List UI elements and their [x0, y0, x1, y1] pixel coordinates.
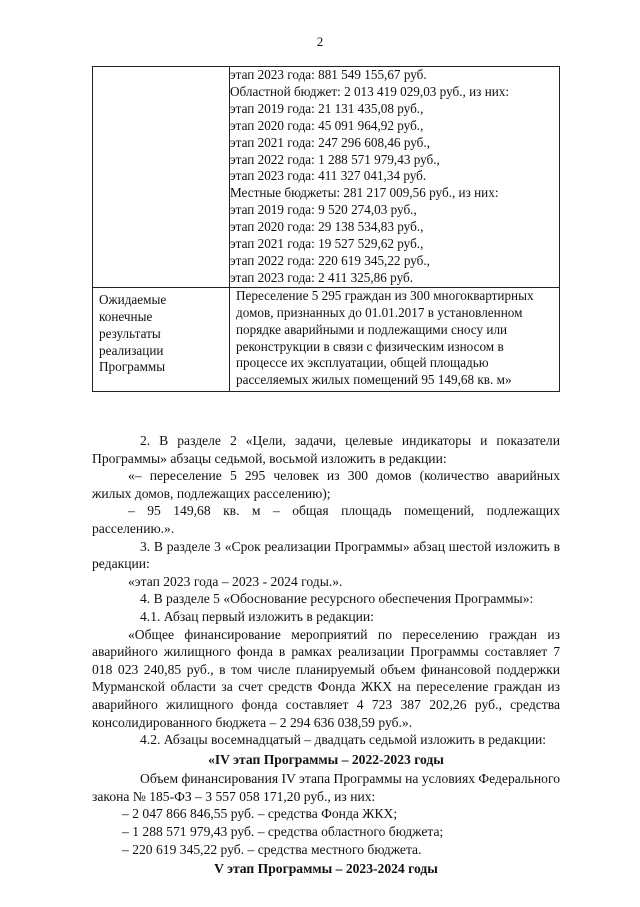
paragraph: «– переселение 5 295 человек из 300 домов (количество аварийных жилых домов, подлежащих расселению);: [92, 468, 560, 501]
paragraph: «Общее финансирование мероприятий по переселению граждан из аварийного жилищного фонда в рамках реализации Программы составляет 7 018 023 240,85 руб., в том числе планируемый объем финансовой поддержки Мурманской области за счет средств Фонда ЖКХ на переселение граждан из аварийного жилищного фонда составляет 4 723 387 202,26 руб., средства консолидированного бюджета – 2 294 636 038,59 руб.».: [92, 626, 560, 730]
budget-line: этап 2022 года: 220 619 345,22 руб.,: [230, 252, 430, 268]
budget-value-cell: [230, 67, 560, 288]
budget-line: Местные бюджеты: 281 217 009,56 руб., из них:: [230, 185, 499, 201]
empty-label-cell: [93, 67, 230, 288]
results-label-line: Ожидаемые: [99, 291, 167, 307]
paragraph: «этап 2023 года – 2023 - 2024 годы.».: [128, 573, 343, 589]
list-item: – 220 619 345,22 руб. – средства местного бюджета.: [122, 841, 422, 857]
budget-line: этап 2022 года: 1 288 571 979,43 руб.,: [230, 151, 440, 167]
results-label-line: результаты: [99, 325, 161, 341]
section-heading-v: V этап Программы – 2023-2024 годы: [214, 861, 438, 877]
budget-line: этап 2023 года: 2 411 325,86 руб.: [230, 269, 413, 285]
budget-line: Областной бюджет: 2 013 419 029,03 руб., из них:: [230, 83, 510, 99]
paragraph: 3. В разделе 3 «Срок реализации Программы» абзац шестой изложить в редакции:: [92, 538, 560, 572]
paragraph: – 95 149,68 кв. м – общая площадь помещений, подлежащих расселению.».: [92, 503, 560, 536]
budget-line: этап 2021 года: 247 296 608,46 руб.,: [230, 134, 430, 150]
budget-line: этап 2019 года: 21 131 435,08 руб.,: [230, 100, 424, 116]
results-label-line: реализации: [99, 342, 164, 358]
amendment-text: [92, 432, 560, 880]
program-passport-table: [92, 66, 560, 392]
budget-line: этап 2021 года: 19 527 529,62 руб.,: [230, 236, 424, 252]
budget-line: этап 2019 года: 9 520 274,03 руб.,: [230, 202, 417, 218]
table-row-budget: [93, 67, 560, 288]
table-row-results: [93, 287, 560, 391]
results-label-cell: [93, 287, 230, 391]
budget-line: этап 2023 года: 411 327 041,34 руб.: [230, 168, 427, 184]
results-value-cell: Переселение 5 295 граждан из 300 многоквартирных домов, признанных до 01.01.2017 в установленном порядке аварийными и подлежащими сносу или реконструкции в связи с физическим износом в процессе их эксплуатации, общей площадью расселяемых жилых помещений 95 149,68 кв. м»: [230, 287, 560, 391]
budget-line: этап 2020 года: 45 091 964,92 руб.,: [230, 117, 424, 133]
budget-line: этап 2023 года: 881 549 155,67 руб.: [230, 67, 427, 82]
paragraph: 2. В разделе 2 «Цели, задачи, целевые индикаторы и показатели Программы» абзацы седьмой, восьмой изложить в редакции:: [92, 433, 560, 466]
paragraph: Объем финансирования IV этапа Программы на условиях Федерального закона № 185-ФЗ – 3 557 058 171,20 руб., из них:: [92, 771, 560, 804]
section-heading-iv: «IV этап Программы – 2022-2023 годы: [208, 751, 444, 767]
list-item: – 1 288 571 979,43 руб. – средства областного бюджета;: [122, 824, 444, 840]
list-item: – 2 047 866 846,55 руб. – средства Фонда ЖКХ;: [122, 806, 398, 822]
results-label-line: Программы: [99, 359, 166, 375]
budget-line: этап 2020 года: 29 138 534,83 руб.,: [230, 219, 424, 235]
page-number: 2: [316, 34, 324, 49]
paragraph: 4. В разделе 5 «Обоснование ресурсного обеспечения Программы»:: [140, 591, 534, 607]
results-label-line: конечные: [99, 308, 153, 324]
paragraph: 4.1. Абзац первый изложить в редакции:: [140, 608, 374, 624]
paragraph: 4.2. Абзацы восемнадцатый – двадцать седьмой изложить в редакции:: [140, 732, 547, 748]
